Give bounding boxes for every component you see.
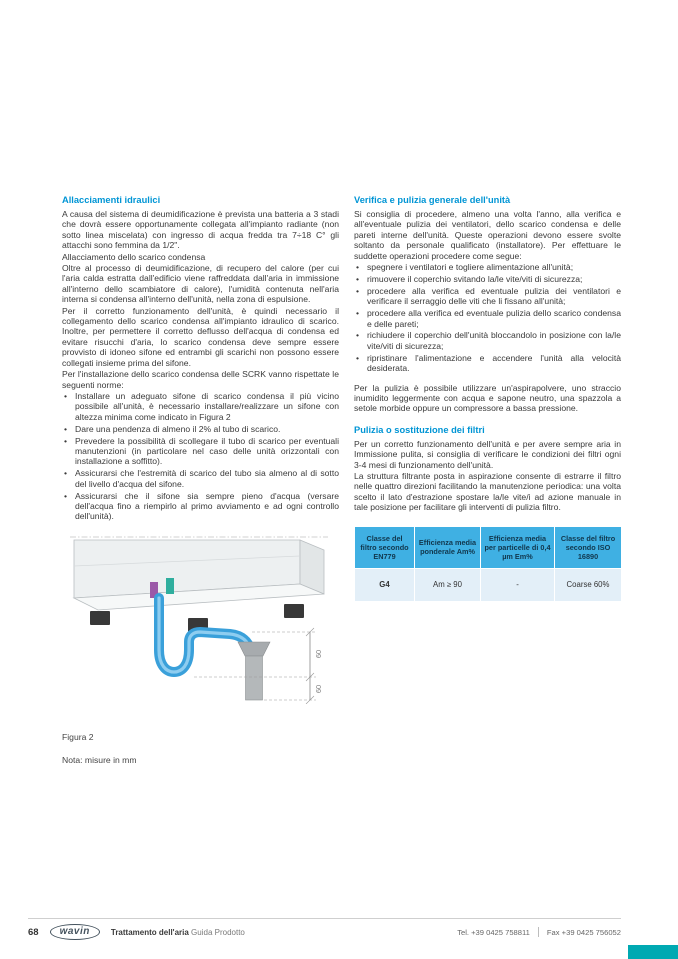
fax-number: Fax +39 0425 756052 xyxy=(546,927,621,937)
telephone-number: Tel. +39 0425 758811 xyxy=(457,927,530,937)
list-item: • procedere alla verifica ed eventuale pulizia dello scarico condensa e delle pareti; xyxy=(354,308,621,329)
list-item: • spegnere i ventilatori e togliere alimentazione all'unità; xyxy=(354,262,621,272)
doc-title-main: Trattamento dell'aria xyxy=(110,927,189,937)
siphon-technical-drawing xyxy=(62,532,339,704)
footer-divider xyxy=(28,918,621,919)
paragraph: Oltre al processo di deumidificazione, di recupero del calore (per cui l'aria calda estratta dall'edificio viene raffreddata dall'aria in immissione all'interno dello scambiatore di calore), l'umidità contenuta nell'aria interna si condensa all'interno dell'unità, nella zona di espulsione. xyxy=(62,263,339,305)
right-bullet-list xyxy=(354,262,621,374)
table-cell: Am ≥ 90 xyxy=(415,568,481,601)
wavin-logo xyxy=(50,924,100,940)
doc-title-sub: Guida Prodotto xyxy=(191,927,245,937)
right-column xyxy=(354,195,621,602)
figure-2-drawing xyxy=(62,532,339,706)
dimension-label: 60 xyxy=(314,684,323,693)
paragraph: Per il corretto funzionamento dell'unità, è quindi necessario il collegamento dello scarico condensa all'impianto idraulico di scarico. Inoltre, per permettere il corretto deflusso dell'acqua di condensa ed evitare risucchi d'aria, lo scarico condensa deve sempre essere provvisto di idoneo sifone ed entrambi gli scarichi non possono essere collegati insieme prima del sifone. xyxy=(62,305,339,368)
heading-pulizia-filtri: Pulizia o sostituzione dei filtri xyxy=(354,424,485,435)
left-bullet-list xyxy=(62,391,339,522)
footer-contact xyxy=(457,927,621,937)
list-item: • richiudere il coperchio dell'unità bloccandolo in posizione con la/le vite/viti di sicurezza; xyxy=(354,330,621,351)
table-row xyxy=(355,568,622,601)
table-header-cell: Classe del filtro secondo EN779 xyxy=(355,526,415,568)
sub-lead: Allacciamento dello scarico condensa xyxy=(62,251,206,262)
contact-divider xyxy=(538,927,539,937)
table-cell: G4 xyxy=(355,568,415,601)
document-title xyxy=(111,928,245,937)
left-column xyxy=(62,195,339,766)
figure-note: Nota: misure in mm xyxy=(62,754,137,765)
table-header-cell: Classe del filtro secondo ISO 16890 xyxy=(555,526,622,568)
drain-pipe xyxy=(238,642,270,700)
list-item: • Installare un adeguato sifone di scarico condensa il più vicino possibile all'unità, è necessario installare/realizzare un sifone con altezza minima come indicato in Figura 2 xyxy=(62,391,339,422)
paragraph: Per la pulizia è possibile utilizzare un'aspirapolvere, uno straccio inumidito leggermente con acqua e sapone neutro, una spazzola a setole morbide oppure un compressore a bassa pressione. xyxy=(354,382,621,414)
heading-verifica-pulizia: Verifica e pulizia generale dell'unità xyxy=(354,195,511,205)
list-item: • ripristinare l'alimentazione e accendere l'unità alla velocità desiderata. xyxy=(354,353,621,374)
paragraph: La struttura filtrante posta in aspirazione consente di estrarre il filtro nelle quattro direzioni facilitando la manutenzione periodica: una volta scelto il lato d'estrazione spostare la/le vite/i ad azione manuale in tale posizione per facilitare gli interventi di pulizia filtro. xyxy=(354,471,621,513)
filter-class-table xyxy=(354,526,622,602)
heading-allacciamenti-idraulici: Allacciamenti idraulici xyxy=(62,195,161,205)
unit-body xyxy=(74,540,324,610)
paragraph: A causa del sistema di deumidificazione è prevista una batteria a 3 stadi che dovrà essere opportunamente collegata all'impianto radiante (non sotto linea miscelata) con ingresso di acqua fredda tra 7÷18 C° gli attacchi sono femmina da 1/2". xyxy=(62,209,339,251)
list-item: • Dare una pendenza di almeno il 2% al tubo di scarico. xyxy=(62,424,339,434)
dimension-label: 60 xyxy=(314,649,323,658)
paragraph: Si consiglia di procedere, almeno una volta l'anno, alla verifica e all'eventuale pulizia dei ventilatori, dello scarico condensa e delle pareti interne dell'unità. Queste operazioni devono essere svolte soltanto da personale qualificato (installatore). Per effettuare le suddette operazioni procedere come segue: xyxy=(354,209,621,261)
page-number: 68 xyxy=(28,926,39,938)
table-header-cell: Efficienza media ponderale Am% xyxy=(415,526,481,568)
table-header-cell: Efficienza media per particelle di 0,4 µm Em% xyxy=(481,526,555,568)
paragraph: Per un corretto funzionamento dell'unità e per avere sempre aria in Immissione pulita, si consiglia di verificare le condizioni dei filtri ogni 3-4 mesi di funzionamento dell'unità. xyxy=(354,438,621,470)
table-cell: - xyxy=(481,568,555,601)
list-item: • rimuovere il coperchio svitando la/le vite/viti di sicurezza; xyxy=(354,274,621,284)
figure-caption: Figura 2 xyxy=(62,732,94,743)
list-item: • procedere alla verifica ed eventuale pulizia dei ventilatori e verificare il serraggio delle viti che li fissano all'unità; xyxy=(354,286,621,307)
connector-teal xyxy=(166,578,174,594)
accent-bar xyxy=(628,945,678,959)
list-item: • Assicurarsi che l'estremità di scarico del tubo sia almeno al di sotto del livello d'acqua del sifone. xyxy=(62,468,339,489)
paragraph: Per l'installazione dello scarico condensa delle SCRK vanno rispettate le seguenti norme: xyxy=(62,369,339,390)
logo-text: wavin xyxy=(59,926,90,937)
table-cell: Coarse 60% xyxy=(555,568,622,601)
footer xyxy=(28,924,621,940)
list-item: • Assicurarsi che il sifone sia sempre pieno d'acqua (versare dell'acqua fino a riempirlo al primo avviamento e ad ogni controllo dell'unità). xyxy=(62,491,339,522)
list-item: • Prevedere la possibilità di scollegare il tubo di scarico per eventuali manutenzioni (in particolare nel caso delle unità orizzontali con installazione a soffitto). xyxy=(62,436,339,467)
table-header-row xyxy=(355,526,622,568)
